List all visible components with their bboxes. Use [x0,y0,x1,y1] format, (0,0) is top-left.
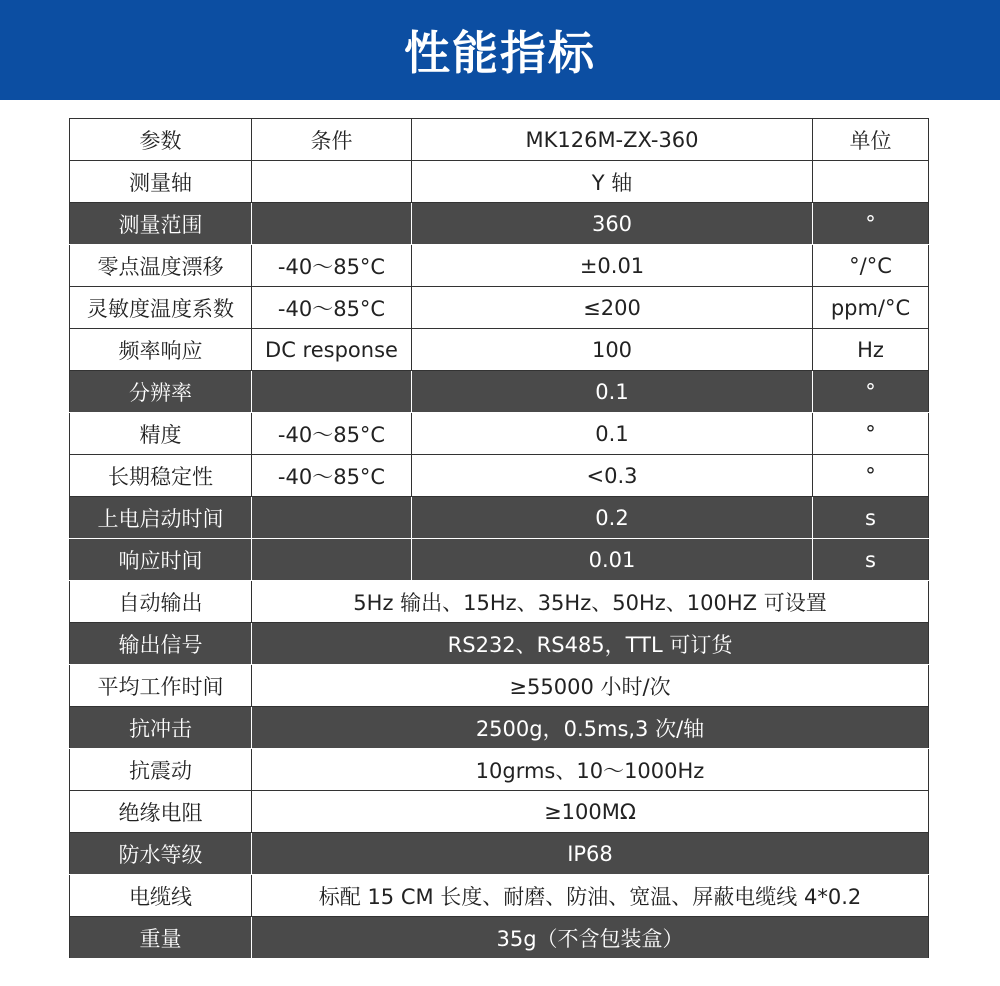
table-row [70,791,929,833]
row-param: 绝缘电阻 [70,791,252,833]
row-param: 测量范围 [70,203,252,245]
row-param: 防水等级 [70,833,252,875]
title-banner [0,0,1000,100]
table-row [70,833,929,875]
row-param: 精度 [70,413,252,455]
row-condition: -40～85°C [252,455,412,497]
row-param: 灵敏度温度系数 [70,287,252,329]
row-param: 测量轴 [70,161,252,203]
row-value: 0.2 [412,497,813,539]
row-value: 360 [412,203,813,245]
row-condition [252,497,412,539]
row-unit: °/°C [813,245,929,287]
row-value: 0.1 [412,371,813,413]
row-unit: ° [813,413,929,455]
table-row [70,539,929,581]
table-row [70,707,929,749]
row-param: 长期稳定性 [70,455,252,497]
row-value: 2500g，0.5ms,3 次/轴 [252,707,929,749]
row-value: IP68 [252,833,929,875]
table-header-row [70,119,929,161]
row-param: 电缆线 [70,875,252,917]
row-param: 上电启动时间 [70,497,252,539]
row-value: 100 [412,329,813,371]
row-param: 输出信号 [70,623,252,665]
row-condition [252,371,412,413]
row-unit: Hz [813,329,929,371]
row-value: 0.01 [412,539,813,581]
table-row [70,497,929,539]
row-value: ≤200 [412,287,813,329]
row-value: 标配 15 CM 长度、耐磨、防油、宽温、屏蔽电缆线 4*0.2 [252,875,929,917]
row-value: ±0.01 [412,245,813,287]
table-row [70,665,929,707]
row-param: 平均工作时间 [70,665,252,707]
page-title: 性能指标 [404,26,596,80]
row-unit: s [813,497,929,539]
table-row [70,623,929,665]
row-param: 响应时间 [70,539,252,581]
table-row [70,287,929,329]
row-param: 分辨率 [70,371,252,413]
row-param: 抗震动 [70,749,252,791]
row-unit: ppm/°C [813,287,929,329]
row-value: Y 轴 [412,161,813,203]
row-condition: -40～85°C [252,287,412,329]
row-unit: s [813,539,929,581]
header-unit: 单位 [813,119,929,161]
table-row [70,245,929,287]
table-row [70,455,929,497]
table-row [70,749,929,791]
row-unit: ° [813,203,929,245]
row-value: 10grms、10～1000Hz [252,749,929,791]
row-unit: ° [813,371,929,413]
table-row [70,161,929,203]
row-param: 抗冲击 [70,707,252,749]
table-row [70,875,929,917]
row-condition [252,539,412,581]
header-model: MK126M-ZX-360 [412,119,813,161]
row-unit [813,161,929,203]
row-condition [252,161,412,203]
table-row [70,203,929,245]
row-unit: ° [813,455,929,497]
table-row [70,371,929,413]
row-param: 重量 [70,917,252,959]
row-value: <0.3 [412,455,813,497]
row-value: ≥100MΩ [252,791,929,833]
row-condition: -40～85°C [252,413,412,455]
header-param: 参数 [70,119,252,161]
table-row [70,581,929,623]
table-row [70,917,929,959]
spec-table [69,118,929,959]
table-row [70,329,929,371]
spec-table-body [70,119,929,959]
row-param: 频率响应 [70,329,252,371]
row-param: 零点温度漂移 [70,245,252,287]
row-param: 自动输出 [70,581,252,623]
row-value: 35g（不含包装盒） [252,917,929,959]
row-value: 5Hz 输出、15Hz、35Hz、50Hz、100HZ 可设置 [252,581,929,623]
row-condition: -40～85°C [252,245,412,287]
row-value: RS232、RS485，TTL 可订货 [252,623,929,665]
row-condition [252,203,412,245]
table-row [70,413,929,455]
row-value: ≥55000 小时/次 [252,665,929,707]
header-condition: 条件 [252,119,412,161]
row-value: 0.1 [412,413,813,455]
row-condition: DC response [252,329,412,371]
